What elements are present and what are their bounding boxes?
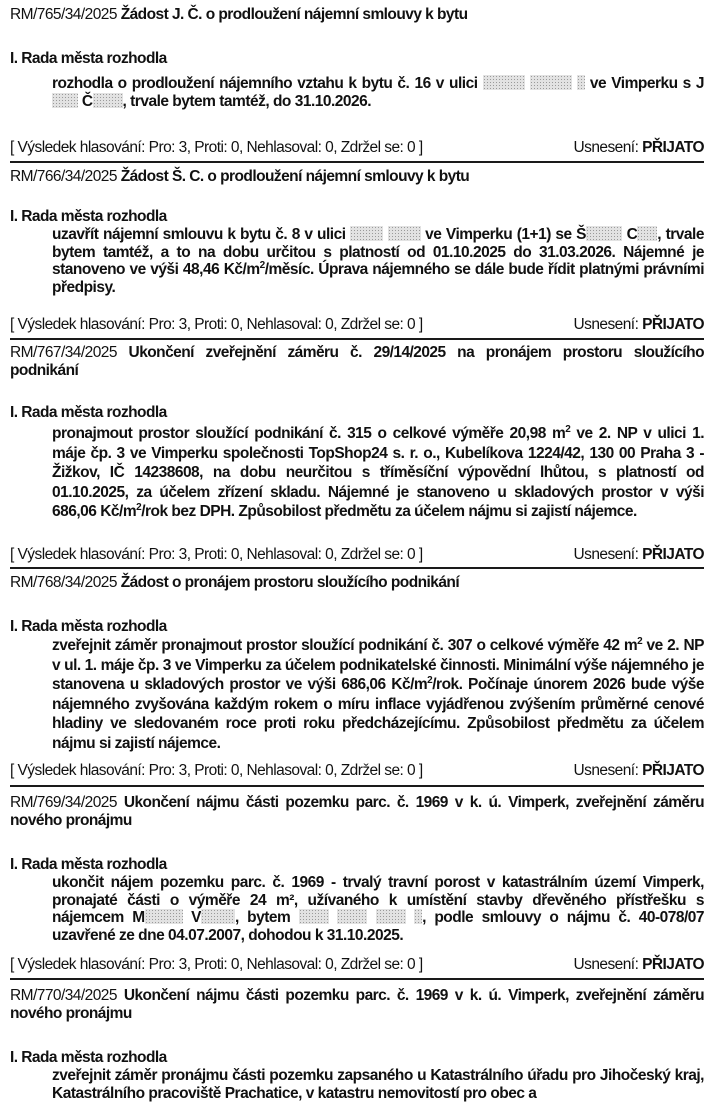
decision-heading: I. Rada města rozhodla [10, 856, 167, 873]
redaction-block [376, 909, 406, 924]
redaction-block [483, 75, 525, 90]
resolution-subject: Ukončení nájmu části pozemku parc. č. 1969 v k. ú. Vimperk, zveřejnění záměru nového pronájmu [10, 794, 704, 829]
redaction-block [350, 226, 383, 241]
resolution-number: RM/769/34/2025 [10, 794, 117, 811]
section-divider [10, 978, 704, 980]
resolution-subject: Ukončení nájmu části pozemku parc. č. 1969 v k. ú. Vimperk, zveřejnění záměru nového pronájmu [10, 987, 704, 1022]
section-divider [10, 785, 704, 787]
resolution-subject: Žádost o pronájem prostoru sloužícího podnikání [120, 574, 460, 591]
vote-summary: [ Výsledek hlasování: Pro: 3, Proti: 0, Nehlasoval: 0, Zdržel se: 0 ] [10, 762, 423, 779]
redaction-block [299, 909, 329, 924]
redaction-block [337, 909, 367, 924]
redaction-block [530, 75, 572, 90]
redaction-block [388, 226, 421, 241]
resolution-number: RM/765/34/2025 [10, 6, 117, 23]
vote-summary: [ Výsledek hlasování: Pro: 3, Proti: 0, Nehlasoval: 0, Zdržel se: 0 ] [10, 546, 423, 563]
resolution-body: uzavřít nájemní smlouvu k bytu č. 8 v ulici ve Vimperku (1+1) se Š C , trvale bytem tamtéž, a to na dobu určitou s platností od 01.10.2025 do 31.03.2026. Nájemné je stanoveno ve výši 48,46 $Kč/m^2$/měsíc. Úprava nájemného se dále bude řídit platnými právními předpisy. [52, 226, 705, 296]
resolution-title [10, 987, 704, 1023]
resolution-number: RM/768/34/2025 [10, 574, 117, 591]
status-badge: PŘIJATO [642, 956, 704, 973]
resolution-body: pronajmout prostor sloužící podnikání č. 315 o celkové výměře 20,98 $m^2$ ve 2. NP v ulici 1. máje čp. 3 ve Vimperku společnosti TopShop24 s. r. o., Kubelíkova 1224/42, 130 00 Praha 3 - Žižkov, IČ 14238608, na dobu neurčitou s tříměsíční výpovědní lhůtou, s platností od 01.10.2025, za účelem zřízení skladu. Nájemné je stanoveno u skladových prostor v výši 686,06 $Kč/m^2$/rok bez DPH. Způsobilost předmětu za účelem nájmu si zajistí nájemce. [52, 424, 705, 520]
section-divider [10, 567, 704, 569]
resolution-body: zveřejnit záměr pronajmout prostor sloužící podnikání č. 307 o celkové výměře 42 $m^2$ ve 2. NP v ul. 1. máje čp. 3 ve Vimperku za účelem podnikatelské činnosti. Minimální výše nájemného je stanovena u skladových prostor ve výši 686,06 $Kč/m^2$/rok. Počínaje únorem 2026 bude výše nájemného zvyšována každým rokem o míru inflace vyjádřenou zvýšením průměrné cenové hladiny ve sledovaném roce proti roku předcházejícímu. Způsobilost předmětu za účelem nájmu si zajistí nájemce. [52, 636, 704, 752]
resolution-title [10, 168, 704, 186]
redaction-block [52, 93, 78, 108]
status-badge: PŘIJATO [642, 546, 704, 563]
resolution-status: Usnesení: PŘIJATO [573, 139, 704, 156]
decision-heading: I. Rada města rozhodla [10, 208, 167, 225]
resolution-768 [10, 574, 704, 779]
resolution-number: RM/766/34/2025 [10, 168, 117, 185]
resolution-title [10, 344, 704, 380]
resolution-subject: Žádost Š. C. o prodloužení nájemní smlouvy k bytu [120, 168, 470, 185]
status-badge: PŘIJATO [642, 316, 704, 333]
redaction-block [637, 226, 657, 241]
resolution-765 [10, 6, 704, 156]
resolution-status: Usnesení: PŘIJATO [573, 546, 704, 563]
vote-summary: [ Výsledek hlasování: Pro: 3, Proti: 0, Nehlasoval: 0, Zdržel se: 0 ] [10, 956, 423, 973]
resolution-status: Usnesení: PŘIJATO [573, 956, 704, 973]
resolution-number: RM/770/34/2025 [10, 987, 117, 1004]
resolution-title [10, 6, 704, 24]
redaction-block [93, 93, 123, 108]
redaction-block [145, 909, 183, 924]
resolution-767 [10, 344, 704, 564]
resolution-body: rozhodla o prodloužení nájemního vztahu k bytu č. 16 v ulici ve Vimperku s J Č , trvale bytem tamtéž, do 31.10.2026. [52, 75, 704, 110]
resolution-number: RM/767/34/2025 [10, 344, 117, 361]
resolution-title [10, 794, 704, 830]
decision-heading: I. Rada města rozhodla [10, 618, 167, 635]
resolution-status: Usnesení: PŘIJATO [573, 316, 704, 333]
resolution-body: ukončit nájem pozemku parc. č. 1969 - trvalý travní porost v katastrálním území Vimperk, pronajaté části o výměře 24 m², užívaného k umístění stavby dřevěného přístřešku s nájemcem M V , bytem , podle smlouvy o nájmu č. 40-078/07 uzavřené ze dne 04.07.2007, dohodou k 31.10.2025. [52, 874, 705, 944]
resolution-body: zveřejnit záměr pronájmu části pozemku zapsaného u Katastrálního úřadu pro Jihočeský kraj, Katastrálního pracoviště Prachatice, v katastru nemovitostí pro obec a [52, 1067, 704, 1102]
resolution-769 [10, 794, 704, 979]
resolution-subject: Ukončení zveřejnění záměru č. 29/14/2025 na pronájem prostoru sloužícího podnikání [10, 344, 704, 379]
vote-result-line [10, 956, 704, 974]
resolution-subject: Žádost J. Č. o prodloužení nájemní smlouvy k bytu [120, 6, 468, 23]
section-divider [10, 161, 704, 163]
vote-summary: [ Výsledek hlasování: Pro: 3, Proti: 0, Nehlasoval: 0, Zdržel se: 0 ] [10, 316, 423, 333]
resolution-770 [10, 987, 704, 1100]
status-badge: PŘIJATO [642, 762, 704, 779]
vote-result-line [10, 762, 704, 780]
redaction-block [577, 75, 585, 90]
resolution-title [10, 574, 704, 592]
vote-result-line [10, 316, 704, 334]
vote-result-line [10, 546, 704, 564]
decision-heading: I. Rada města rozhodla [10, 404, 167, 421]
vote-summary: [ Výsledek hlasování: Pro: 3, Proti: 0, Nehlasoval: 0, Zdržel se: 0 ] [10, 139, 423, 156]
decision-heading: I. Rada města rozhodla [10, 1049, 167, 1066]
redaction-block [414, 909, 422, 924]
resolution-status: Usnesení: PŘIJATO [573, 762, 704, 779]
section-divider [10, 338, 704, 340]
redaction-block [586, 226, 622, 241]
status-badge: PŘIJATO [642, 139, 704, 156]
resolution-766 [10, 168, 704, 338]
vote-result-line [10, 139, 704, 157]
decision-heading: I. Rada města rozhodla [10, 50, 167, 67]
redaction-block [201, 909, 235, 924]
